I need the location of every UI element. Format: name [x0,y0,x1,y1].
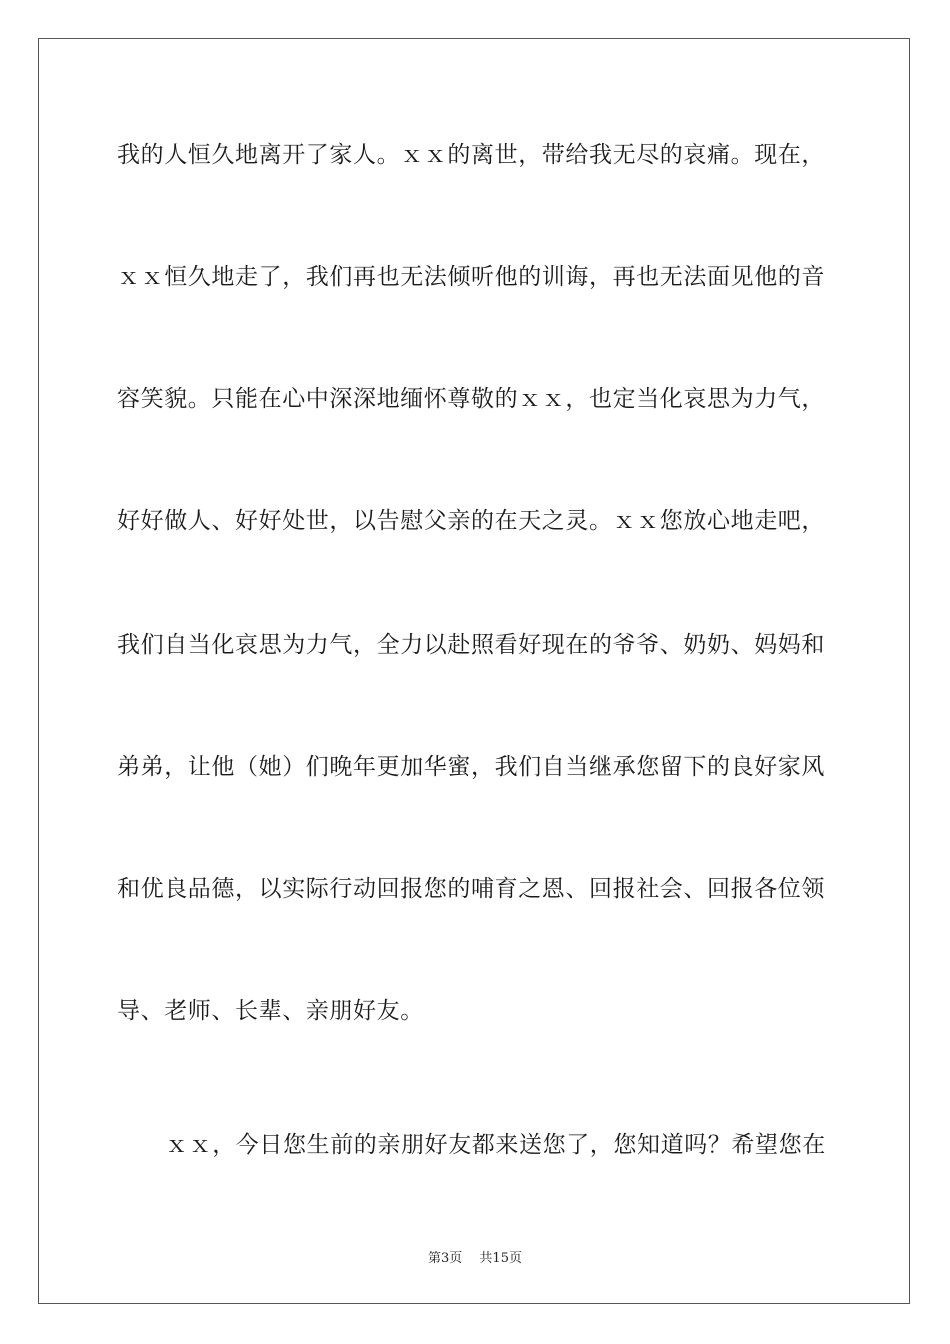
body-text-line: 我们自当化哀思为力气，全力以赴照看好现在的爷爷、奶奶、妈妈和 [117,632,825,658]
body-text-line: 容笑貌。只能在心中深深地缅怀尊敬的ｘｘ，也定当化哀思为力气， [117,386,825,412]
body-text-line: 我的人恒久地离开了家人。ｘｘ的离世，带给我无尽的哀痛。现在， [117,142,825,168]
body-text-line: ｘｘ恒久地走了，我们再也无法倾听他的训诲，再也无法面见他的音 [117,264,825,290]
paragraph-start-line: ｘｘ，今日您生前的亲朋好友都来送您了，您知道吗？希望您在 [165,1132,826,1158]
body-text-line: 和优良品德，以实际行动回报您的哺育之恩、回报社会、回报各位领 [117,876,825,902]
body-text-line: 好好做人、好好处世，以告慰父亲的在天之灵。ｘｘ您放心地走吧， [117,508,825,534]
body-text-line: 弟弟，让他（她）们晚年更加华蜜，我们自当继承您留下的良好家风 [117,754,825,780]
page-border [38,38,910,1304]
page-number-footer: 第3页 共15页 [428,1251,522,1266]
body-text-line: 导、老师、长辈、亲朋好友。 [117,998,424,1024]
